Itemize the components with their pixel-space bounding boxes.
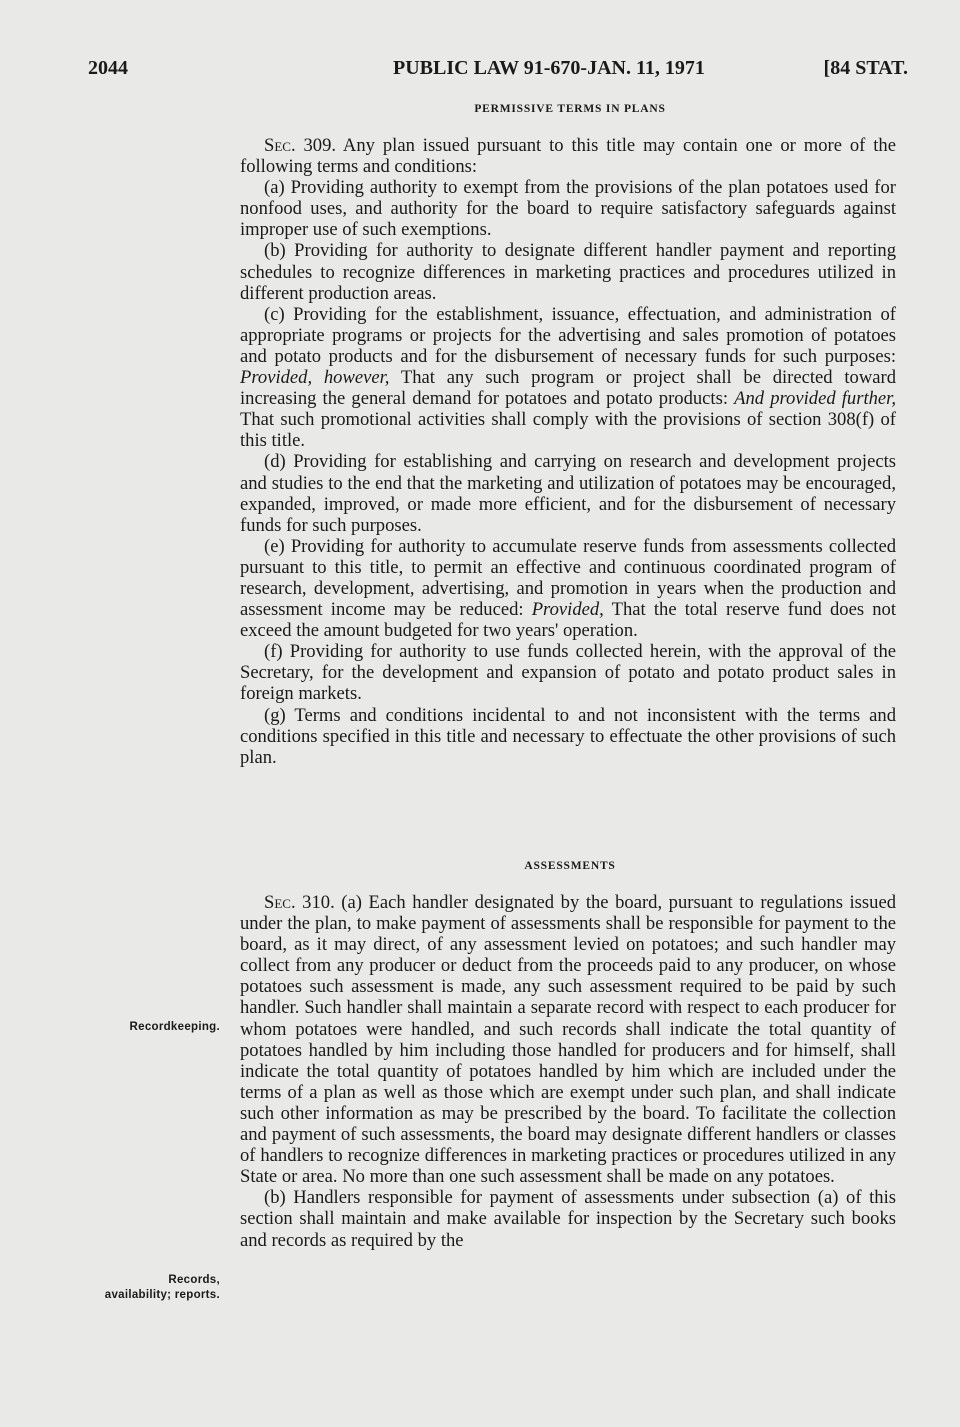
page-number: 2044 [88,57,128,79]
section-heading-assessments: ASSESSMENTS [524,860,616,872]
paragraph-d: (d) Providing for establishing and carrying on research and development projects and studies to the end that the marketing and utilization of potatoes may be encouraged, expanded, improved, or made more efficient, and for the disbursement of necessary funds for such purposes. [240,451,896,536]
section-309-body [240,135,896,768]
section-310-paragraph-a: Sec. 310. (a) Each handler designated by the board, pursuant to regulations issued under the plan, to make payment of assessments shall be responsible for payment to the board, as it may direct, of any assessment levied on potatoes; and such handler may collect from any producer or deduct from the proceeds paid to any producer, on whose potatoes such assessment is made, any such assessment required to be paid by such handler. Such handler shall maintain a separate record with respect to each producer for whom potatoes were handled, and such records shall indicate the total quantity of potatoes handled by him including those handled for producers and for himself, shall indicate the total quantity of potatoes handled by him which are included under the terms of a plan as well as those which are exempt under such plan, and shall indicate such other information as may be prescribed by the board. To facilitate the collection and payment of such assessments, the board may designate different handlers or classes of handlers to recognize differences in marketing practices or procedures utilized in any State or area. No more than one such assessment shall be made on any potatoes. [240,892,896,1188]
margin-note-records-availability: Records, availability; reports. [104,1274,220,1301]
section-310-body [240,892,896,1251]
margin-note-recordkeeping: Recordkeeping. [129,1021,220,1033]
paragraph-b: (b) Providing for authority to designate different handler payment and reporting schedules to recognize differences in marketing practices and procedures utilized in different production areas. [240,240,896,304]
section-heading-permissive-terms: PERMISSIVE TERMS IN PLANS [474,103,666,115]
paragraph-g: (g) Terms and conditions incidental to and not inconsistent with the terms and conditions specified in this title and necessary to effectuate the other provisions of such plan. [240,704,896,768]
paragraph-a: (a) Providing authority to exempt from the provisions of the plan potatoes used for nonfood uses, and authority for the board to require satisfactory safeguards against improper use of such exemptions. [240,177,896,241]
paragraph-e: (e) Providing for authority to accumulate reserve funds from assessments collected pursuant to this title, to permit an effective and continuous coordinated program of research, development, advertising, and promotion in years when the production and assessment income may be reduced: Provided, That the total reserve fund does not exceed the amount budgeted for two years' operation. [240,535,897,642]
section-label: Sec. 310. [264,892,335,913]
running-title: PUBLIC LAW 91-670-JAN. 11, 1971 [393,57,705,79]
section-309-intro: Sec. 309. Any plan issued pursuant to this title may contain one or more of the following terms and conditions: [240,135,896,178]
paragraph-f: (f) Providing for authority to use funds collected herein, with the approval of the Secretary, for the development and expansion of potato and potato product sales in foreign markets. [240,641,896,705]
section-310-paragraph-b: (b) Handlers responsible for payment of assessments under subsection (a) of this section shall maintain and make available for inspection by the Secretary such books and records as required by the [240,1187,896,1251]
statute-reference: [84 STAT. [823,57,908,79]
page-header [88,57,908,83]
paragraph-c: (c) Providing for the establishment, issuance, effectuation, and administration of appropriate programs or projects for the advertising and sales promotion of potatoes and potato products and for the disbursement of necessary funds for such purposes: Provided, however, That any such program or project shall be directed toward increasing the general demand for potatoes and potato products: And provided further, That such promotional activities shall comply with the provisions of section 308(f) of this title. [240,303,896,452]
section-label: Sec. 309. [264,135,337,156]
